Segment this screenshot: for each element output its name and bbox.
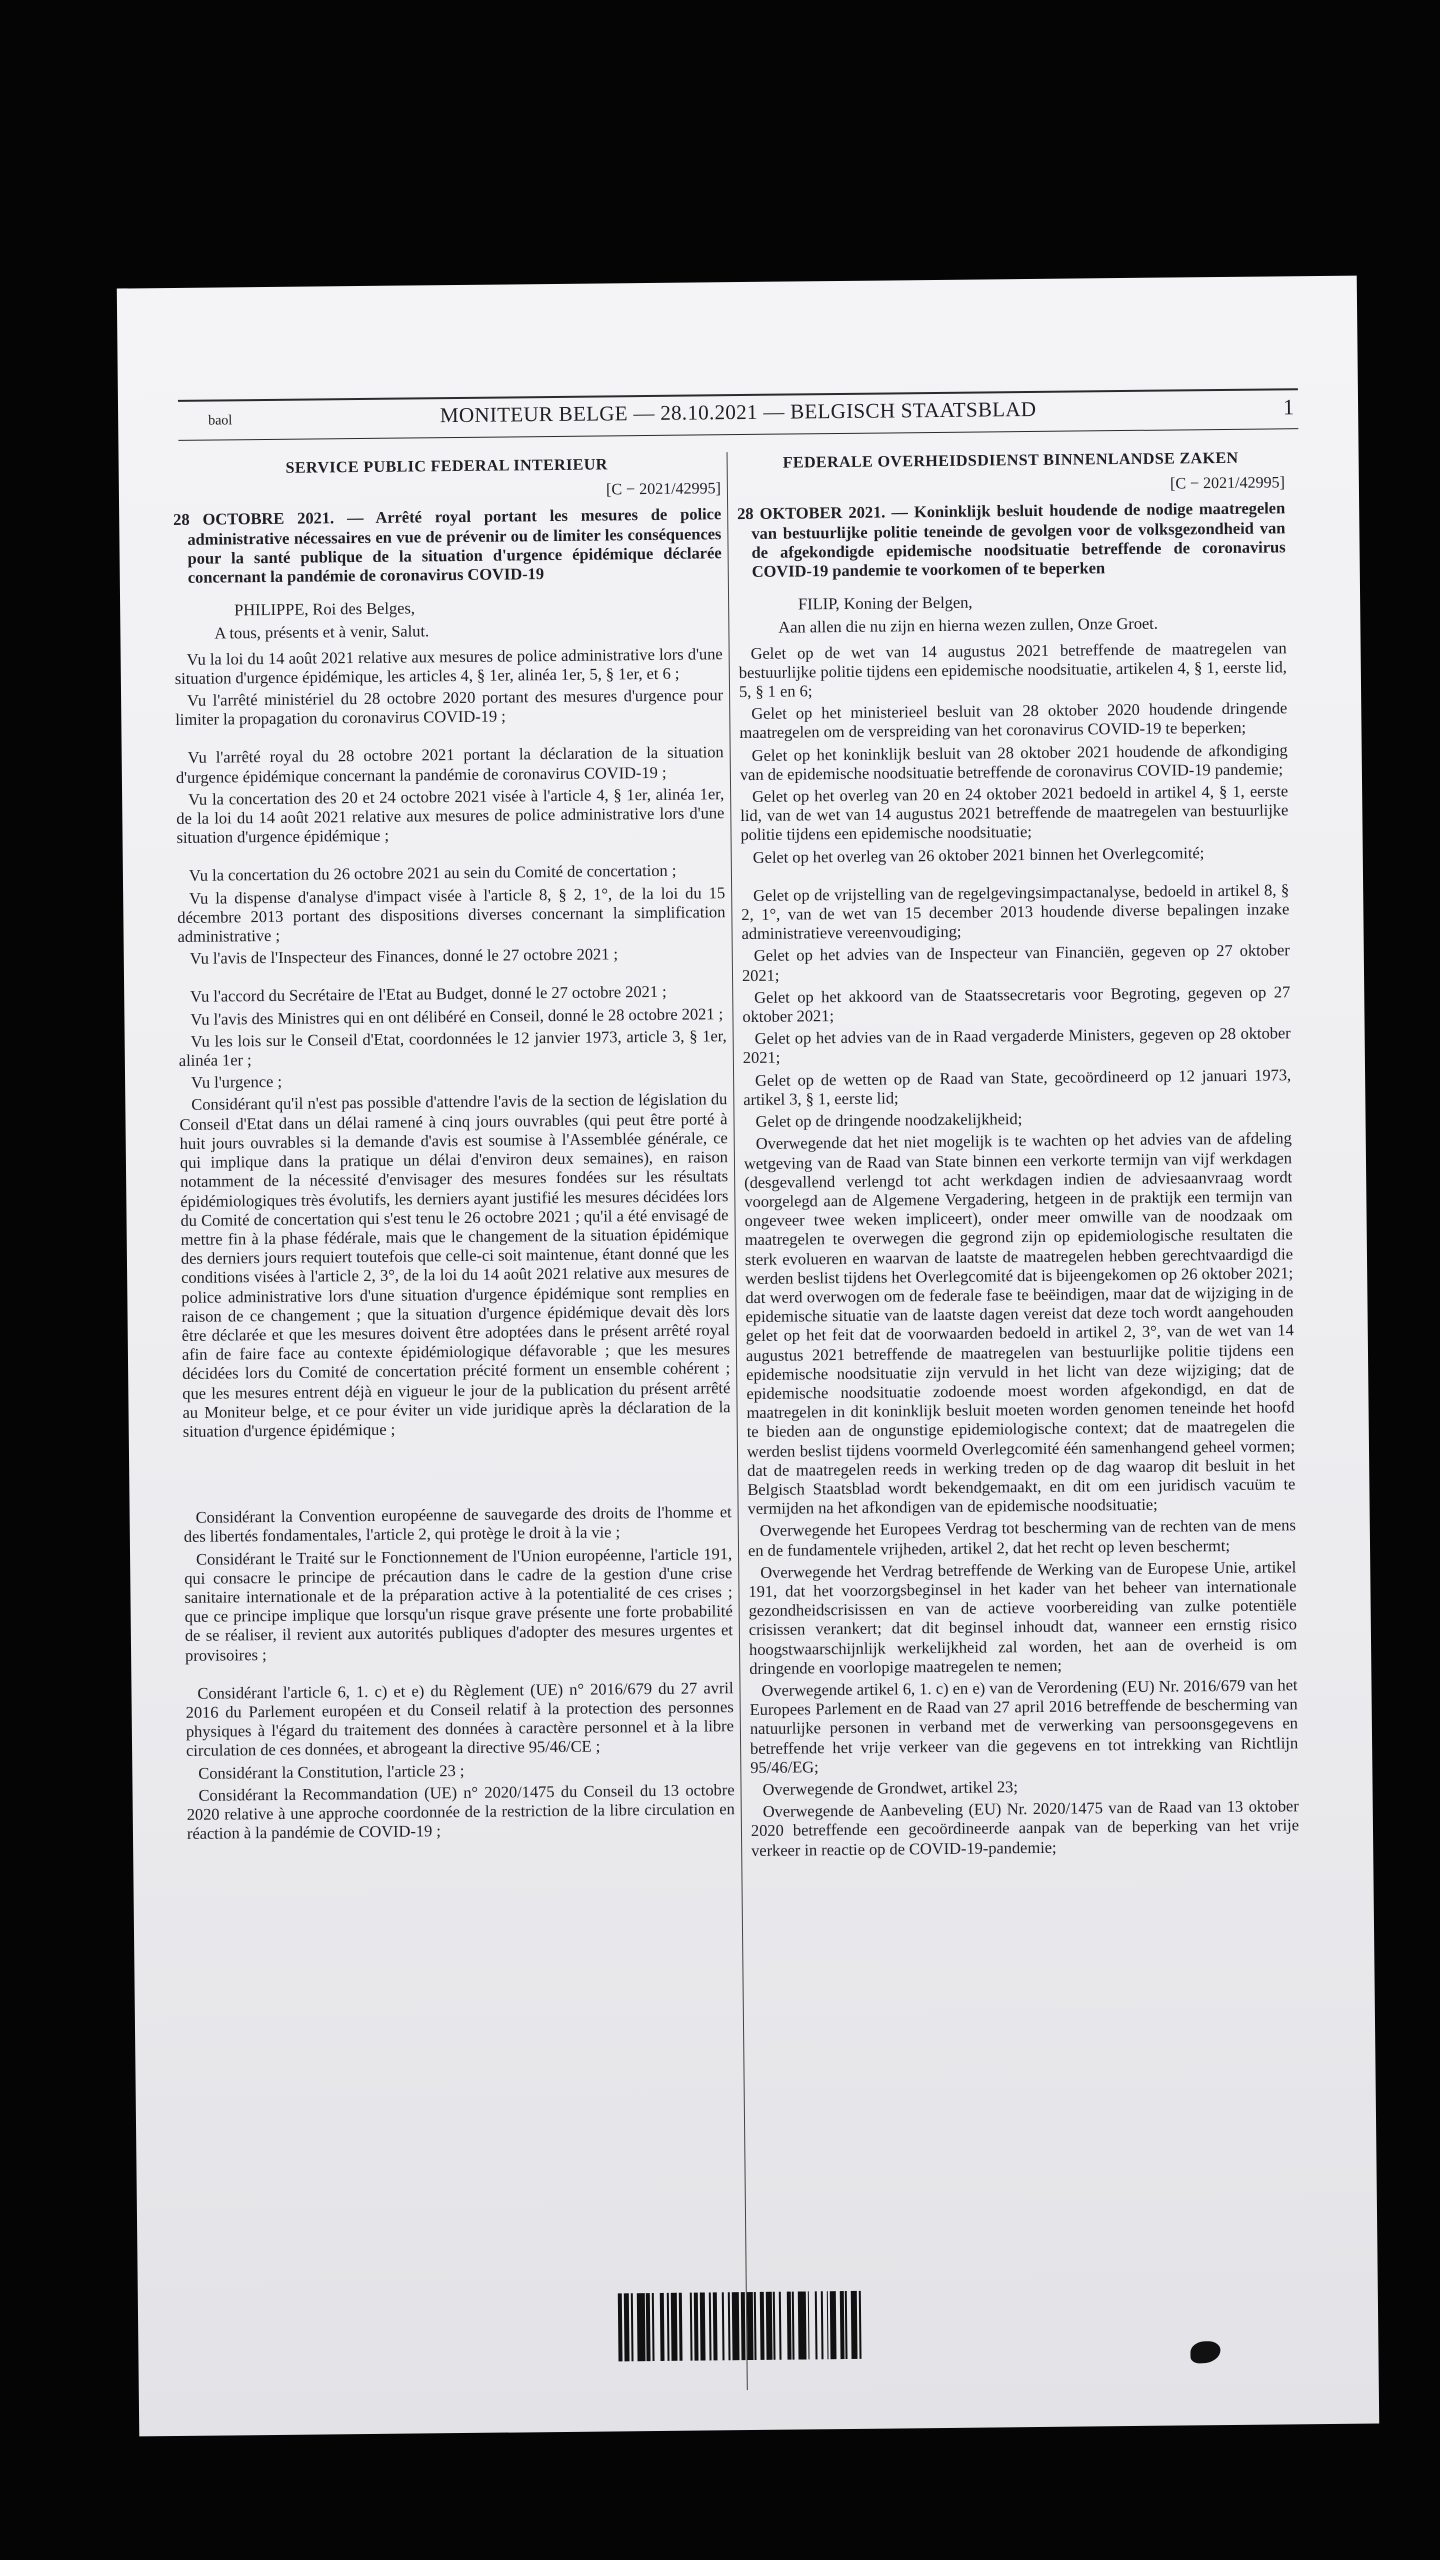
recital: Vu l'avis de l'Inspecteur des Finances, donné le 27 octobre 2021 ; — [189, 944, 619, 969]
recital: Gelet op het koninklijk besluit van 28 oktober 2021 houdende de afkondiging van de epidemische noodsituatie betreffende de coronavirus COVID-19 pandemie; — [739, 739, 1288, 784]
page-header — [178, 388, 1298, 441]
recital: Overwegende het Europees Verdrag tot bescherming van de rechten van de mens en de fundamentele vrijheden, artikel 2, dat het recht op leven beschermt; — [747, 1515, 1296, 1560]
recital: Vu l'urgence ; — [191, 1072, 283, 1093]
recital: Vu l'arrêté ministériel du 28 octobre 2020 portant des mesures d'urgence pour limiter la propagation du coronavirus COVID-19 ; — [175, 685, 724, 730]
recital: Vu la loi du 14 août 2021 relative aux mesures de police administrative lors d'une situation d'urgence épidémique, les articles 4, § 1er, alinéa 1er, 5, § 1er, et 6 ; — [174, 643, 723, 688]
king-name: FILIP, Koning der Belgen, — [798, 592, 973, 614]
decree-title: 28 OKTOBER 2021. — Koninklijk besluit houdende de nodige maatregelen van bestuurlijke politie teneinde de gevolgen voor de volksgezondheid van de afgekondigde epidemische noodsituatie betreffende de coronavirus COVID-19 pandemie te voorkomen of te beperken — [737, 498, 1286, 581]
decree-title: 28 OCTOBRE 2021. — Arrêté royal portant les mesures de police administrative nécessaires en vue de prévenir ou de limiter les conséquences pour la santé publique de la situation d'urgence épidémique déclarée concernant la pandémie de coronavirus COVID-19 — [173, 504, 722, 587]
recital: Vu la concertation du 26 octobre 2021 au sein du Comité de concertation ; — [188, 861, 677, 886]
recital: Gelet op het overleg van 20 en 24 oktober 2021 bedoeld in artikel 4, § 1, eerste lid, van de wet van 14 augustus 2021 betreffende de maatregelen van bestuurlijke politie tijdens een epidemische noodsituatie; — [740, 781, 1289, 845]
recital: Considérant la Convention européenne de sauvegarde des droits de l'homme et des libertés fondamentales, l'article 2, qui protège le droit à la vie ; — [183, 1502, 732, 1547]
reference-number: [C − 2021/42995] — [1170, 474, 1285, 493]
recital: Vu la dispense d'analyse d'impact visée à l'article 8, § 2, 1°, de la loi du 15 décembre 2013 portant des dispositions diverses concernant la simplification administrative ; — [177, 882, 726, 947]
french-column — [173, 454, 741, 2396]
recital: Gelet op het ministerieel besluit van 28 oktober 2020 houdende dringende maatregelen om de verspreiding van het coronavirus COVID-19 te beperken; — [739, 698, 1288, 743]
section-title: FEDERALE OVERHEIDSDIENST BINNENLANDSE ZAKEN — [782, 449, 1239, 472]
recital: Vu l'avis des Ministres qui en ont délibéré en Conseil, donné le 28 octobre 2021 ; — [190, 1003, 724, 1029]
recital: Considérant la Recommandation (UE) n° 2020/1475 du Conseil du 13 octobre 2020 relative à une approche coordonnée de la restriction de la libre circulation en réaction à la pandémie de COVID-19 ; — [186, 1779, 735, 1844]
recital: Gelet op de wetten op de Raad van State, gecoördineerd op 12 januari 1973, artikel 3, § 1, eerste lid; — [743, 1064, 1292, 1109]
salutation: Aan allen die nu zijn en hierna wezen zullen, Onze Groet. — [778, 614, 1159, 638]
recital: Overwegende het Verdrag betreffende de Werking van de Europese Unie, artikel 191, dat het voorzorgsbeginsel in het kader van het beheer van internationale gezondheidscrisissen en van de actieve voorbereiding van zulke potentiële crisissen verankert; dat dit beginsel inhoudt dat, wanneer een ernstig risico hoogstwaarschijnlijk werkelijkheid zal worden, het aan de overheid is om dringende en voorlopige maatregelen te nemen; — [748, 1557, 1298, 1678]
recital: Gelet op de wet van 14 augustus 2021 betreffende de maatregelen van bestuurlijke politie tijdens een epidemische noodsituatie, artikelen 4, § 1, eerste lid, 5, § 1 en 6; — [738, 637, 1287, 702]
header-left-mark: baol — [208, 413, 233, 429]
salutation: A tous, présents et à venir, Salut. — [214, 621, 430, 643]
recital: Gelet op de dringende noodzakelijkheid; — [755, 1109, 1023, 1132]
recital: Vu les lois sur le Conseil d'Etat, coordonnées le 12 janvier 1973, article 3, § 1er, alinéa 1er ; — [178, 1026, 727, 1071]
recital: Overwegende de Aanbeveling (EU) Nr. 2020/1475 van de Raad van 13 oktober 2020 betreffende een gecoördineerde aanpak van de beperking van het vrije verkeer in reactie op de COVID-19-pandemie; — [750, 1796, 1300, 1860]
recital: Vu la concertation des 20 et 24 octobre 2021 visée à l'article 4, § 1er, alinéa 1er, de la loi du 14 août 2021 relative aux mesures de police administrative lors d'une situation d'urgence épidémique ; — [176, 784, 725, 848]
header-publication-title: MONITEUR BELGE — 28.10.2021 — BELGISCH STAATSBLAD — [439, 396, 1037, 428]
document-page — [117, 276, 1379, 2437]
page-number: 1 — [1282, 394, 1295, 420]
recital: Overwegende dat het niet mogelijk is te wachten op het advies van de afdeling wetgeving van de Raad van State binnen een verkorte termijn van vijf werkdagen (desgevallend verlengd tot acht werkdagen indien de adviesaanvraag wordt voorgelegd aan de Algemene Vergadering, hetgeen in de praktijk een termijn van ongeveer twee weken impliceert), onder meer omwille van de noodzaak om maatregelen te overwegen die gegrond zijn op epidemiologische resultaten die sterk evolueren en waarvan de laatste de maatregelen hebben gerechtvaardigd die werden beslist tijdens het Overlegcomité dat is bijeengekomen op 26 oktober 2021; dat werd overwogen om de federale fase te beëindigen, maar dat de wijziging in de epidemische situatie van de laatste dagen vereist dat deze toch wordt aangehouden gelet op het feit dat de voorwaarden bedoeld in artikel 2, 3°, van de wet van 14 augustus 2021 betreffende de maatregelen van bestuurlijke politie tijdens een epidemische noodsituatie zijn vervuld in het licht van deze wijziging; dat de epidemische noodsituatie zodoende moest worden afgekondigd, en dat de maatregelen in dit koninklijk besluit moeten worden genomen teneinde het hoofd te bieden aan de ongunstige epidemiologische context; dat de maatregelen die werden beslist tijdens voormeld Overlegcomité één samenhangend geheel vormen; dat de maatregelen reeds in werking treden op de dag waarop dit besluit in het Belgisch Staatsblad wordt bekendgemaakt, en dit om een juridisch vacuüm te vermijden na het afkondigen van de epidemische noodsituatie; — [743, 1128, 1296, 1519]
recital: Considérant l'article 6, 1. c) et e) du Règlement (UE) n° 2016/679 du 27 avril 2016 du Parlement européen et du Conseil relatif à la protection des personnes physiques à l'égard du traitement des données à caractère personnel et à la libre circulation de ces données, et abrogeant la directive 95/46/CE ; — [185, 1677, 734, 1761]
recital: Gelet op de vrijstelling van de regelgevingsimpactanalyse, bedoeld in artikel 8, § 2, 1°, van de wet van 15 december 2013 houdende diverse bepalingen inzake administratieve vereenvoudiging; — [741, 880, 1290, 944]
section-title: SERVICE PUBLIC FEDERAL INTERIEUR — [285, 456, 608, 477]
recital: Considérant le Traité sur le Fonctionnement de l'Union européenne, l'article 191, qui consacre le principe de précaution dans le cadre de la gestion d'une crise sanitaire internationale et de la préparation active à la potentialité de ces crises ; que ce principe implique que lorsqu'un risque grave présente une forte probabilité de se réaliser, il revient aux autorités publiques d'adopter des mesures urgentes et provisoires ; — [184, 1543, 733, 1665]
recital: Considérant la Constitution, l'article 23 ; — [198, 1760, 465, 1783]
recital: Gelet op het akkoord van de Staatssecretaris voor Begroting, gegeven op 27 oktober 2021; — [742, 982, 1291, 1027]
recital: Gelet op het advies van de in Raad vergaderde Ministers, gegeven op 28 oktober 2021; — [742, 1023, 1291, 1068]
recital: Vu l'accord du Secrétaire de l'Etat au Budget, donné le 27 octobre 2021 ; — [190, 982, 667, 1007]
recital: Overwegende artikel 6, 1. c) en e) van de Verordening (EU) Nr. 2016/679 van het Europees Parlement en de Raad van 27 april 2016 betreffende de bescherming van natuurlijke personen in verband met de verwerking van persoonsgegevens en betreffende het vrije verkeer van die gegevens en tot intrekking van Richtlijn 95/46/EG; — [749, 1675, 1299, 1777]
recital: Considérant qu'il n'est pas possible d'attendre l'avis de la section de législation du Conseil d'Etat dans un délai ramené à cinq jours ouvrables (qui peut être porté à huit jours ouvrables si la demande d'avis est soumise à l'Assemblée générale, ce qui implique dans la pratique un délai d'environ deux semaines), en raison notamment de la nécessité d'envisager des mesures fondées sur les résultats épidémiologiques très évolutifs, les derniers ayant justifié les mesures décidées lors du Comité de concertation qui s'est tenu le 26 octobre 2021 ; qu'il a été envisagé de mettre fin à la phase fédérale, mais que le changement de la situation épidémique des derniers jours requiert toutefois que celle-ci soit maintenue, étant donné que les conditions visées à l'article 2, 3°, de la loi du 14 août 2021 relative aux mesures de police administrative lors d'une situation d'urgence épidémique sont remplies en raison de ce changement ; que la situation d'urgence épidémique devait dès lors être déclarée et que les mesures doivent être adoptées dans le présent arrêté royal afin de faire face au contexte épidémiologique défavorable ; que les mesures décidées lors du Comité de concertation précité forment un ensemble cohérent ; que les mesures entrent déjà en vigueur le jour de la publication du présent arrêté au Moniteur belge, et ce pour éviter un vide juridique après la déclaration de la situation d'urgence épidémique ; — [179, 1089, 731, 1441]
reference-number: [C − 2021/42995] — [606, 480, 722, 499]
dutch-column — [737, 448, 1305, 2390]
king-name: PHILIPPE, Roi des Belges, — [234, 598, 416, 620]
recital: Gelet op het overleg van 26 oktober 2021 binnen het Overlegcomité; — [752, 842, 1205, 867]
recital: Gelet op het advies van de Inspecteur van Financiën, gegeven op 27 oktober 2021; — [741, 940, 1290, 985]
recital: Overwegende de Grondwet, artikel 23; — [762, 1777, 1018, 1799]
barcode — [618, 2290, 909, 2361]
recital: Vu l'arrêté royal du 28 octobre 2021 portant la déclaration de la situation d'urgence épidémique concernant la pandémie de coronavirus COVID-19 ; — [175, 742, 724, 787]
